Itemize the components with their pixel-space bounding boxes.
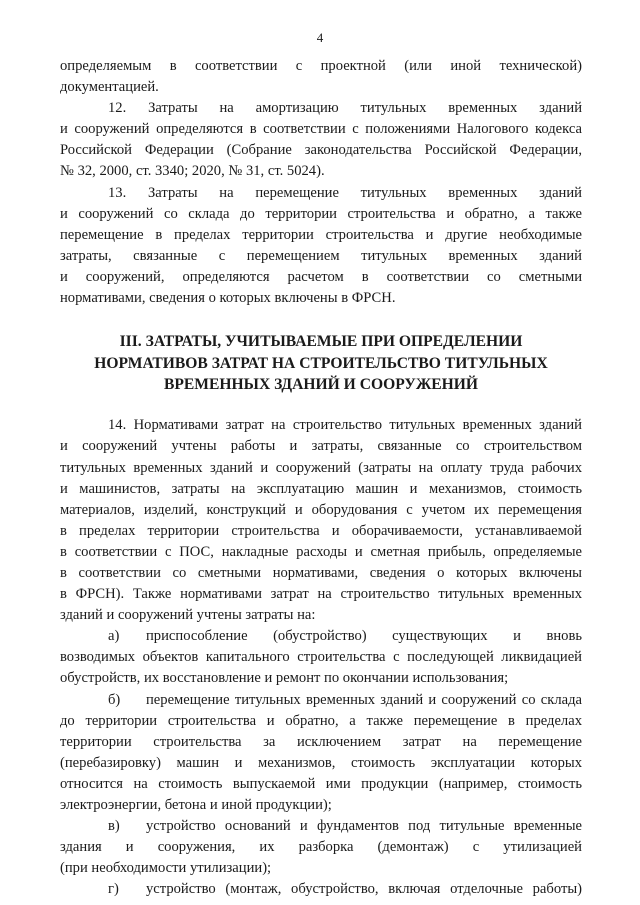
text-line: в соответствии со сметными нормативами, сведения о которых включены — [60, 565, 582, 581]
text-line: определяемым в соответствии с проектной (или иной технической) — [60, 58, 582, 74]
text-line: материалов, изделий, конструкций и оборудования с учетом их перемещения — [60, 501, 582, 518]
list-marker: г) — [108, 881, 119, 898]
text-line: и машинистов, затраты на эксплуатацию машин и механизмов, стоимость — [60, 480, 582, 497]
text-line: перемещение в пределах территории строительства и другие необходимые — [60, 226, 582, 243]
text-line: затраты, связанные с перемещением титульных временных зданий — [60, 247, 582, 264]
section-heading-line: ВРЕМЕННЫХ ЗДАНИЙ И СООРУЖЕНИЙ — [163, 375, 479, 393]
list-item-v — [60, 816, 582, 879]
text-line: зданий и сооружений учтены затраты на: — [60, 607, 316, 624]
list-item-first-line — [60, 879, 582, 900]
page-number: 4 — [316, 30, 324, 45]
text-line: в ФРСН). Также нормативами затрат на строительство титульных временных — [60, 586, 582, 603]
text-line: нормативами, сведения о которых включены в ФРСН. — [60, 290, 396, 307]
text-line: до территории строительства и обратно, а также перемещение в пределах — [60, 712, 582, 729]
list-item-a — [60, 626, 582, 689]
text-line: и сооружений определяются в соответствии с положениями Налогового кодекса — [60, 121, 582, 138]
section-heading — [60, 331, 582, 395]
list-marker: а) — [108, 628, 120, 645]
list-item-text: устройство (монтаж, обустройство, включая отделочные работы) — [146, 881, 582, 898]
list-item-text: перемещение титульных временных зданий и сооружений со склада — [146, 691, 582, 708]
section-heading-line: НОРМАТИВОВ ЗАТРАТ НА СТРОИТЕЛЬСТВО ТИТУЛЬНЫХ — [94, 354, 548, 372]
text-line: (перебазировку) машин и механизмов, стоимость эксплуатации которых — [60, 754, 582, 771]
text-line: (при необходимости утилизации); — [60, 860, 272, 877]
text-line: здания и сооружения, их разборка (демонтаж) с утилизацией — [60, 839, 582, 856]
paragraph-11-continuation — [60, 56, 582, 98]
text-line: Российской Федерации (Собрание законодательства Российской Федерации, — [60, 142, 582, 159]
text-line: и сооружений со склада до территории строительства и обратно, а также — [60, 205, 582, 222]
list-item-first-line — [60, 816, 582, 837]
list-marker: б) — [108, 691, 121, 708]
list-item-b — [60, 690, 582, 817]
text-line: обустройств, их восстановление и ремонт по окончании использования; — [60, 670, 509, 687]
text-line: № 32, 2000, ст. 3340; 2020, № 31, ст. 5024). — [60, 163, 325, 180]
paragraph-13 — [60, 183, 582, 310]
text-line: возводимых объектов капитального строительства с последующей ликвидацией — [60, 649, 582, 666]
paragraph-12 — [60, 98, 582, 182]
text-line: 13. Затраты на перемещение титульных временных зданий — [108, 184, 582, 201]
list-item-first-line — [60, 626, 582, 647]
text-line: электроэнергии, бетона и иной продукции); — [60, 797, 332, 814]
section-heading-line: III. ЗАТРАТЫ, УЧИТЫВАЕМЫЕ ПРИ ОПРЕДЕЛЕНИИ — [119, 333, 523, 351]
text-line: 12. Затраты на амортизацию титульных временных зданий — [108, 100, 582, 117]
list-marker: в) — [108, 818, 120, 835]
list-item-text: устройство оснований и фундаментов под титульные временные — [146, 818, 582, 835]
text-line: 14. Нормативами затрат на строительство титульных временных зданий — [108, 417, 582, 434]
text-line: титульных временных зданий и сооружений (затраты на оплату труда рабочих — [60, 459, 582, 476]
list-item-text: приспособление (обустройство) существующих и вновь — [146, 628, 582, 645]
paragraph-14 — [60, 415, 582, 626]
list-item-g — [60, 879, 582, 900]
text-line: территории строительства за исключением затрат на перемещение — [60, 733, 582, 750]
text-line: относится на стоимость выпускаемой ими продукции (например, стоимость — [60, 775, 582, 792]
text-line: и сооружений, определяются расчетом в соответствии со сметными — [60, 268, 582, 285]
text-line: в соответствии с ПОС, накладные расходы и сметная прибыль, определяемые — [60, 543, 582, 560]
text-line: документацией. — [60, 79, 159, 96]
text-line: и сооружений учтены работы и затраты, связанные со строительством — [60, 438, 582, 455]
text-line: в пределах территории строительства и оборачиваемости, устанавливаемой — [60, 522, 582, 539]
list-item-first-line — [60, 690, 582, 711]
document-body — [60, 56, 582, 901]
